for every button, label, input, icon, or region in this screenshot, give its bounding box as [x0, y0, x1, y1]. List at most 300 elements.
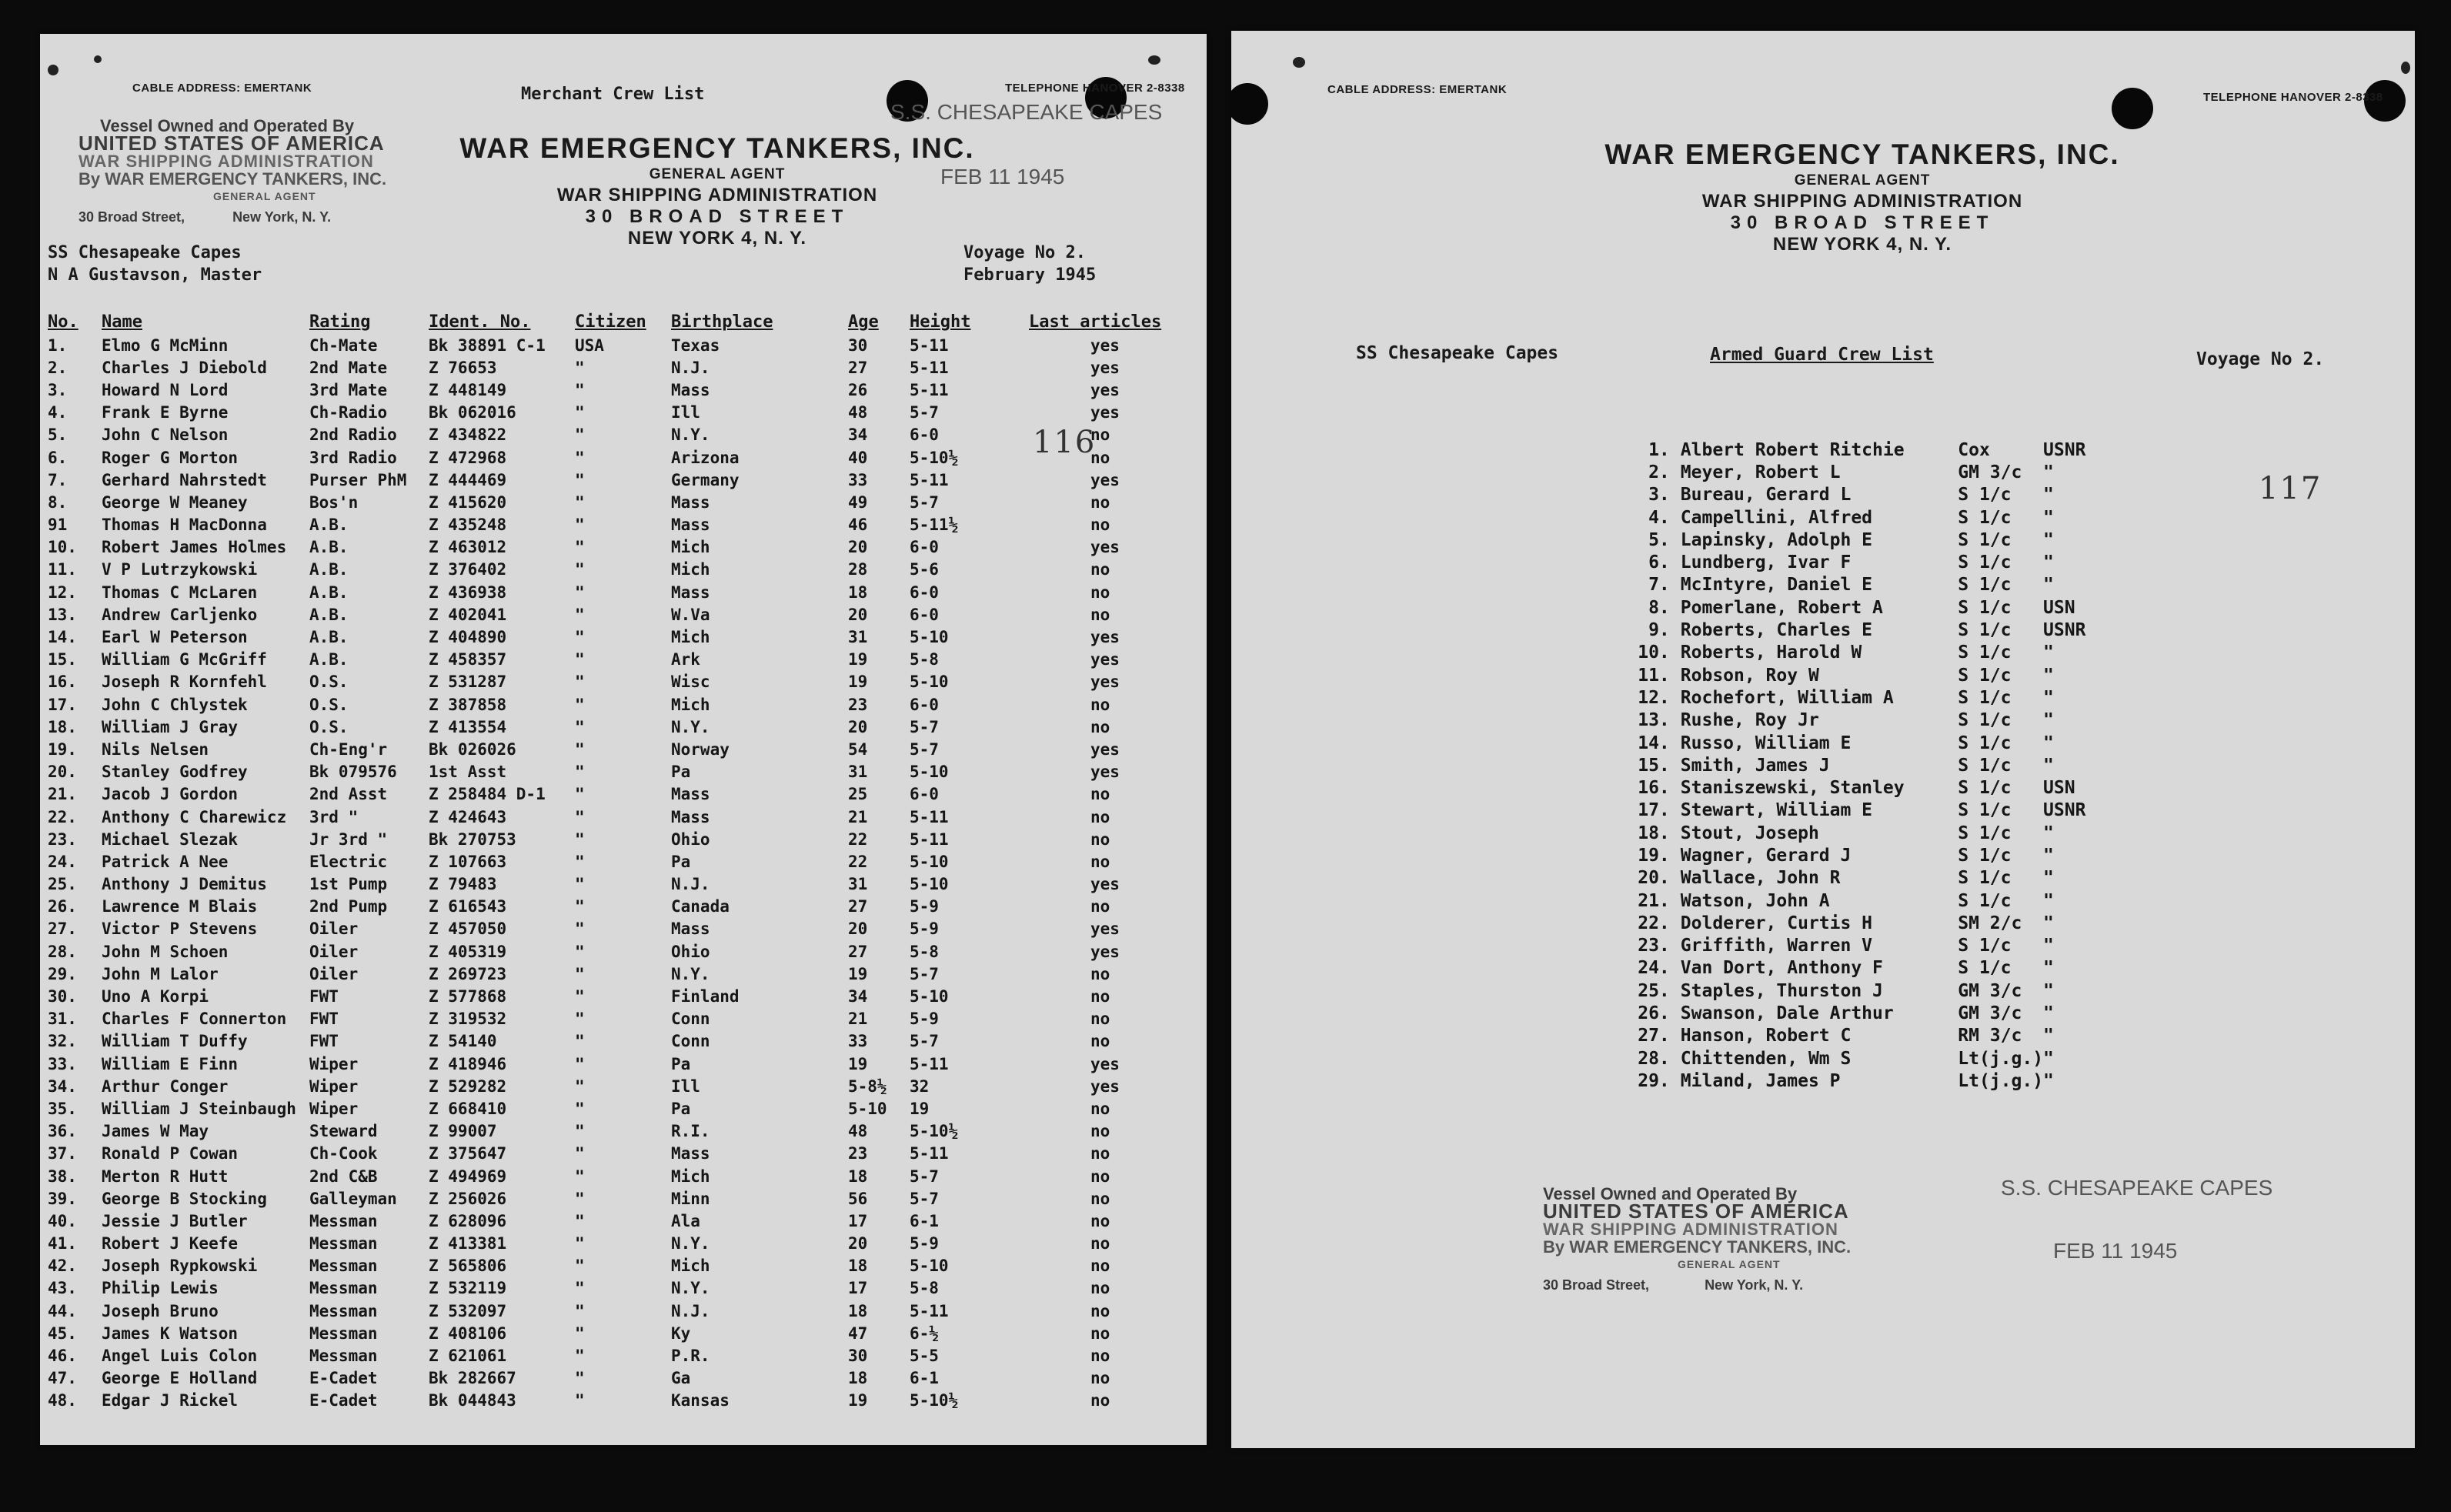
cell-no: 19. [48, 739, 77, 759]
cell-last-articles: no [1090, 1369, 1110, 1388]
cell-no: 48. [48, 1391, 77, 1410]
cell-height: 5-6 [910, 560, 939, 579]
document-title: Armed Guard Crew List [1710, 345, 1934, 365]
cell-last-articles: yes [1090, 538, 1120, 557]
cell-age: 47 [848, 1323, 868, 1343]
cell-birthplace: Pa [671, 763, 691, 782]
cell-name: James W May [102, 1122, 209, 1141]
cell-height: 5-7 [910, 717, 939, 736]
cell-ident: Bk 270753 [429, 829, 516, 849]
cell-rating: Messman [309, 1211, 378, 1230]
cell-service: " [2043, 1003, 2054, 1024]
table-row [1616, 799, 2093, 822]
cell-last-articles: no [1090, 1122, 1110, 1141]
ship-name: SS Chesapeake Capes [48, 243, 242, 262]
table-row [48, 603, 1198, 626]
table-row [48, 514, 1198, 536]
cell-birthplace: P.R. [671, 1347, 710, 1366]
cell-no: 12. [1638, 687, 1670, 708]
ink-blot [1148, 55, 1160, 65]
table-row [48, 716, 1198, 738]
cell-no: 1. [1648, 439, 1670, 460]
table-row [48, 1075, 1198, 1097]
table-row [48, 1097, 1198, 1120]
cell-last-articles: no [1090, 1211, 1110, 1230]
cell-age: 34 [848, 987, 868, 1006]
cell-last-articles: yes [1090, 1076, 1120, 1096]
cell-rating: RM 3/c [1958, 1026, 2022, 1046]
cell-name: Joseph R Kornfehl [102, 673, 267, 692]
stamp-line: New York, N. Y. [1705, 1277, 1804, 1293]
cell-no: 22. [1638, 913, 1670, 933]
cell-last-articles: yes [1090, 403, 1120, 422]
cell-rating: S 1/c [1958, 620, 2012, 641]
cell-name: Van Dort, Anthony F [1680, 958, 1883, 979]
cell-name: Wallace, John R [1680, 868, 1841, 889]
cell-rating: A.B. [309, 650, 349, 669]
cell-no: 32. [48, 1032, 77, 1051]
table-row [1616, 642, 2093, 664]
cell-height: 5-10 [910, 875, 949, 894]
cell-service: " [2043, 687, 2054, 708]
cell-rating: E-Cadet [309, 1391, 378, 1410]
cell-ident: Z 616543 [429, 897, 507, 916]
cell-citizen: " [575, 717, 585, 736]
cell-last-articles: no [1090, 516, 1110, 535]
cell-height: 5-9 [910, 920, 939, 939]
cell-height: 5-7 [910, 1032, 939, 1051]
cell-rating: Messman [309, 1257, 378, 1276]
cell-name: Joseph Bruno [102, 1301, 219, 1320]
cell-no: 8. [48, 492, 68, 512]
cell-rating: GM 3/c [1958, 462, 2022, 482]
cell-height: 5-7 [910, 1167, 939, 1186]
cell-last-articles: no [1090, 1032, 1110, 1051]
column-header: Birthplace [671, 312, 773, 332]
cell-no: 12. [48, 582, 77, 602]
letterhead [379, 132, 1056, 249]
table-row [48, 334, 1198, 356]
cell-birthplace: Mass [671, 920, 710, 939]
cell-no: 21. [48, 785, 77, 804]
cell-rating: S 1/c [1958, 710, 2012, 731]
cell-name: Michael Slezak [102, 829, 239, 849]
cell-name: Angel Luis Colon [102, 1347, 258, 1366]
table-row [48, 536, 1198, 559]
stamp-line: By WAR EMERGENCY TANKERS, INC. [78, 169, 387, 189]
cell-ident: Bk 044843 [429, 1391, 516, 1410]
cell-height: 5-8 [910, 1279, 939, 1298]
table-row [48, 693, 1198, 716]
cell-name: Ronald P Cowan [102, 1144, 239, 1163]
table-row [1616, 935, 2093, 957]
cell-last-articles: no [1090, 426, 1110, 445]
table-row [48, 850, 1198, 873]
cell-citizen: " [575, 897, 585, 916]
cell-last-articles: no [1090, 1279, 1110, 1298]
cell-name: Andrew Carljenko [102, 605, 258, 624]
cell-age: 48 [848, 1122, 868, 1141]
cell-age: 21 [848, 807, 868, 826]
general-agent: GENERAL AGENT [649, 166, 786, 182]
cell-birthplace: N.Y. [671, 717, 710, 736]
cell-height: 5-11 [910, 1144, 949, 1163]
cell-rating: GM 3/c [1958, 980, 2022, 1001]
cell-service: " [2043, 823, 2054, 843]
cell-rating: Electric [309, 852, 388, 871]
cell-citizen: " [575, 582, 585, 602]
cell-ident: Z 532119 [429, 1279, 507, 1298]
table-row [48, 1300, 1198, 1322]
cell-citizen: " [575, 1301, 585, 1320]
voyage-month: February 1945 [963, 265, 1097, 285]
cell-no: 6. [48, 448, 68, 467]
cell-name: Uno A Korpi [102, 987, 209, 1006]
cell-rating: Ch-Mate [309, 335, 378, 355]
cell-birthplace: Ark [671, 650, 700, 669]
table-row [1616, 776, 2093, 799]
cell-citizen: " [575, 1144, 585, 1163]
cell-citizen: " [575, 1323, 585, 1343]
cell-age: 20 [848, 717, 868, 736]
cell-rating: S 1/c [1958, 507, 2012, 528]
cell-citizen: " [575, 1010, 585, 1029]
cell-height: 19 [910, 1099, 930, 1118]
cell-rating: Lt(j.g.) [1958, 1048, 2044, 1069]
cell-ident: Z 435248 [429, 516, 507, 535]
cell-rating: O.S. [309, 673, 349, 692]
wsa-line: WAR SHIPPING ADMINISTRATION [556, 185, 878, 205]
cell-birthplace: Finland [671, 987, 740, 1006]
cell-service: " [2043, 665, 2054, 686]
cell-height: 6-0 [910, 426, 939, 445]
cell-citizen: USA [575, 335, 604, 355]
cell-citizen: " [575, 1032, 585, 1051]
cell-rating: A.B. [309, 605, 349, 624]
date-stamp: FEB 11 1945 [940, 165, 1065, 189]
cell-no: 25. [48, 875, 77, 894]
cell-no: 13. [48, 605, 77, 624]
cell-age: 18 [848, 1369, 868, 1388]
cell-birthplace: Mass [671, 785, 710, 804]
vessel-owner-stamp [1543, 1185, 1851, 1294]
cell-name: William E Finn [102, 1054, 239, 1073]
table-row [48, 649, 1198, 671]
cell-no: 20. [1638, 868, 1670, 889]
armed-guard-crew-list-page [1231, 31, 2415, 1448]
cell-height: 6-1 [910, 1369, 939, 1388]
cell-no: 11. [48, 560, 77, 579]
cell-rating: S 1/c [1958, 800, 2012, 821]
cell-last-articles: no [1090, 852, 1110, 871]
table-row [1616, 890, 2093, 912]
stamp-line: GENERAL AGENT [1678, 1258, 1781, 1270]
cell-birthplace: Ohio [671, 829, 710, 849]
cell-last-articles: yes [1090, 335, 1120, 355]
table-row [48, 738, 1198, 760]
cell-no: 18. [1638, 823, 1670, 843]
cell-last-articles: yes [1090, 942, 1120, 961]
cell-no: 39. [48, 1189, 77, 1208]
table-row [1616, 619, 2093, 641]
cell-no: 34. [48, 1076, 77, 1096]
cell-age: 19 [848, 1054, 868, 1073]
cell-name: William J Steinbaugh [102, 1099, 296, 1118]
cell-no: 20. [48, 763, 77, 782]
cell-birthplace: Conn [671, 1032, 710, 1051]
cell-rating: FWT [309, 1010, 339, 1029]
table-row [48, 783, 1198, 806]
cell-name: Patrick A Nee [102, 852, 229, 871]
cell-rating: 1st Pump [309, 875, 388, 894]
table-row [48, 1143, 1198, 1165]
cell-name: Edgar J Rickel [102, 1391, 239, 1410]
cell-ident: Z 458357 [429, 650, 507, 669]
column-header: No. [48, 312, 78, 332]
cell-no: 25. [1638, 980, 1670, 1001]
cell-birthplace: Mich [671, 628, 710, 647]
cell-name: Jacob J Gordon [102, 785, 239, 804]
cell-no: 1. [48, 335, 68, 355]
cell-no: 33. [48, 1054, 77, 1073]
cell-height: 5-7 [910, 403, 939, 422]
cell-rating: FWT [309, 1032, 339, 1051]
cell-ident: Z 319532 [429, 1010, 507, 1029]
cell-no: 5. [48, 426, 68, 445]
column-header: Name [102, 312, 142, 332]
cell-no: 26. [48, 897, 77, 916]
cell-rating: Messman [309, 1323, 378, 1343]
cell-no: 24. [1638, 958, 1670, 979]
cell-height: 5-7 [910, 1189, 939, 1208]
cell-citizen: " [575, 920, 585, 939]
vessel-owner-stamp [78, 117, 386, 226]
cell-height: 5-10 [910, 763, 949, 782]
column-header: Citizen [575, 312, 646, 332]
cell-ident: Z 405319 [429, 942, 507, 961]
cell-name: Joseph Rypkowski [102, 1257, 258, 1276]
cell-name: Gerhard Nahrstedt [102, 470, 267, 489]
cell-ident: Z 577868 [429, 987, 507, 1006]
cell-service: USNR [2043, 439, 2086, 460]
cell-citizen: " [575, 448, 585, 467]
cell-no: 46. [48, 1347, 77, 1366]
cell-height: 5-11 [910, 380, 949, 399]
table-row [48, 896, 1198, 918]
cell-ident: Z 99007 [429, 1122, 497, 1141]
cell-name: Stanley Godfrey [102, 763, 248, 782]
cell-birthplace: Texas [671, 335, 720, 355]
cell-ident: Z 404890 [429, 628, 507, 647]
cell-name: Dolderer, Curtis H [1680, 913, 1873, 933]
cell-service: " [2043, 552, 2054, 573]
cell-height: 5-8 [910, 942, 939, 961]
table-row [1616, 686, 2093, 709]
cell-ident: Z 107663 [429, 852, 507, 871]
cell-no: 47. [48, 1369, 77, 1388]
cell-citizen: " [575, 875, 585, 894]
cell-birthplace: Pa [671, 852, 691, 871]
cell-birthplace: Minn [671, 1189, 710, 1208]
stamp-line: By WAR EMERGENCY TANKERS, INC. [1543, 1237, 1852, 1257]
cell-age: 5-8½ [848, 1076, 887, 1096]
cell-name: William G McGriff [102, 650, 267, 669]
cell-rating: Oiler [309, 920, 359, 939]
cell-ident: Bk 38891 C-1 [429, 335, 546, 355]
cell-age: 18 [848, 1257, 868, 1276]
ship-name: SS Chesapeake Capes [1356, 343, 1559, 363]
cell-name: Lawrence M Blais [102, 897, 258, 916]
cell-age: 34 [848, 426, 868, 445]
cell-name: Rushe, Roy Jr [1680, 710, 1819, 731]
cell-height: 5-7 [910, 739, 939, 759]
cell-age: 27 [848, 358, 868, 377]
cell-no: 3. [48, 380, 68, 399]
cell-no: 11. [1638, 665, 1670, 686]
cell-birthplace: Mass [671, 582, 710, 602]
cell-service: USNR [2043, 620, 2086, 641]
table-row [1616, 1070, 2093, 1092]
stamp-line: WAR SHIPPING ADMINISTRATION [78, 152, 374, 171]
table-row [48, 985, 1198, 1007]
cell-name: Merton R Hutt [102, 1167, 229, 1186]
cell-last-articles: no [1090, 560, 1110, 579]
cell-no: 28. [1638, 1048, 1670, 1069]
cell-birthplace: Germany [671, 470, 740, 489]
cell-citizen: " [575, 739, 585, 759]
stamp-line: UNITED STATES OF AMERICA [1543, 1200, 1849, 1223]
cell-name: Anthony J Demitus [102, 875, 267, 894]
cell-birthplace: Ohio [671, 942, 710, 961]
cell-height: 5-11½ [910, 516, 959, 535]
cell-ident: Z 413381 [429, 1234, 507, 1253]
cell-rating: A.B. [309, 516, 349, 535]
cell-no: 91 [48, 516, 68, 535]
column-header: Last articles [1029, 312, 1162, 332]
cell-birthplace: N.J. [671, 875, 710, 894]
cell-name: Charles J Diebold [102, 358, 267, 377]
cell-citizen: " [575, 1347, 585, 1366]
armed-guard-table [1616, 439, 2093, 1093]
cell-age: 54 [848, 739, 868, 759]
cell-ident: Z 256026 [429, 1189, 507, 1208]
cell-ident: Z 532097 [429, 1301, 507, 1320]
cell-ident: Z 415620 [429, 492, 507, 512]
cell-name: Hanson, Robert C [1680, 1026, 1852, 1046]
cell-age: 25 [848, 785, 868, 804]
cell-birthplace: Ga [671, 1369, 691, 1388]
cell-rating: 2nd Pump [309, 897, 388, 916]
cell-name: Rochefort, William A [1680, 687, 1894, 708]
table-row [1616, 1047, 2093, 1070]
cell-rating: A.B. [309, 628, 349, 647]
cell-height: 5-10½ [910, 1391, 959, 1410]
cell-no: 19. [1638, 845, 1670, 866]
cell-ident: Z 448149 [429, 380, 507, 399]
table-row [1616, 596, 2093, 619]
stamp-line: New York, N. Y. [232, 209, 332, 225]
cell-last-articles: no [1090, 1257, 1110, 1276]
cell-citizen: " [575, 516, 585, 535]
cell-name: Elmo G McMinn [102, 335, 229, 355]
cell-ident: Z 258484 D-1 [429, 785, 546, 804]
cell-citizen: " [575, 492, 585, 512]
cell-service: " [2043, 710, 2054, 731]
cell-name: Anthony C Charewicz [102, 807, 287, 826]
cell-rating: S 1/c [1958, 643, 2012, 663]
cell-rating: Purser PhM [309, 470, 407, 489]
cell-citizen: " [575, 380, 585, 399]
cell-rating: 2nd Asst [309, 785, 388, 804]
table-row [48, 918, 1198, 940]
cell-citizen: " [575, 807, 585, 826]
cell-citizen: " [575, 1257, 585, 1276]
cell-service: " [2043, 1070, 2054, 1091]
cell-citizen: " [575, 763, 585, 782]
cell-name: Wagner, Gerard J [1680, 845, 1852, 866]
cell-last-articles: yes [1090, 650, 1120, 669]
cell-height: 5-11 [910, 807, 949, 826]
cell-no: 43. [48, 1279, 77, 1298]
cell-no: 27. [48, 920, 77, 939]
cell-name: Roberts, Charles E [1680, 620, 1873, 641]
stamp-line: UNITED STATES OF AMERICA [78, 132, 385, 155]
cell-ident: Z 54140 [429, 1032, 497, 1051]
cell-age: 46 [848, 516, 868, 535]
letterhead [1528, 139, 2197, 255]
cell-birthplace: N.Y. [671, 426, 710, 445]
table-row [48, 1210, 1198, 1232]
cell-last-articles: no [1090, 695, 1110, 714]
cell-rating: S 1/c [1958, 868, 2012, 889]
cell-height: 6-0 [910, 695, 939, 714]
wsa-line: WAR SHIPPING ADMINISTRATION [1701, 191, 2023, 212]
cell-no: 15. [48, 650, 77, 669]
cell-service: " [2043, 958, 2054, 979]
cell-no: 29. [1638, 1070, 1670, 1091]
cell-no: 28. [48, 942, 77, 961]
cell-name: Russo, William E [1680, 733, 1852, 753]
cell-last-articles: yes [1090, 739, 1120, 759]
street-address: 30 BROAD STREET [1730, 212, 1995, 233]
cell-age: 40 [848, 448, 868, 467]
cell-age: 18 [848, 1167, 868, 1186]
cell-rating: S 1/c [1958, 755, 2012, 776]
cell-birthplace: Mich [671, 560, 710, 579]
cell-no: 7. [48, 470, 68, 489]
cell-height: 5-9 [910, 1010, 939, 1029]
voyage-number: Voyage No 2. [2196, 349, 2325, 369]
cell-rating: Messman [309, 1347, 378, 1366]
cell-age: 31 [848, 875, 868, 894]
page-number-pencil: 117 [2259, 471, 2322, 506]
cable-address: CABLE ADDRESS: EMERTANK [1327, 83, 1508, 96]
cell-no: 37. [48, 1144, 77, 1163]
cell-service: " [2043, 575, 2054, 596]
cell-rating: E-Cadet [309, 1369, 378, 1388]
cell-name: Robert James Holmes [102, 538, 287, 557]
cell-no: 7. [1648, 575, 1670, 596]
cell-ident: Z 531287 [429, 673, 507, 692]
cell-service: " [2043, 507, 2054, 528]
cell-name: Pomerlane, Robert A [1680, 597, 1883, 618]
cell-citizen: " [575, 1279, 585, 1298]
stamp-line: Vessel Owned and Operated By [100, 116, 355, 135]
table-row [48, 940, 1198, 963]
punch-hole [1231, 83, 1268, 125]
cell-citizen: " [575, 964, 585, 983]
cell-service: " [2043, 1026, 2054, 1046]
